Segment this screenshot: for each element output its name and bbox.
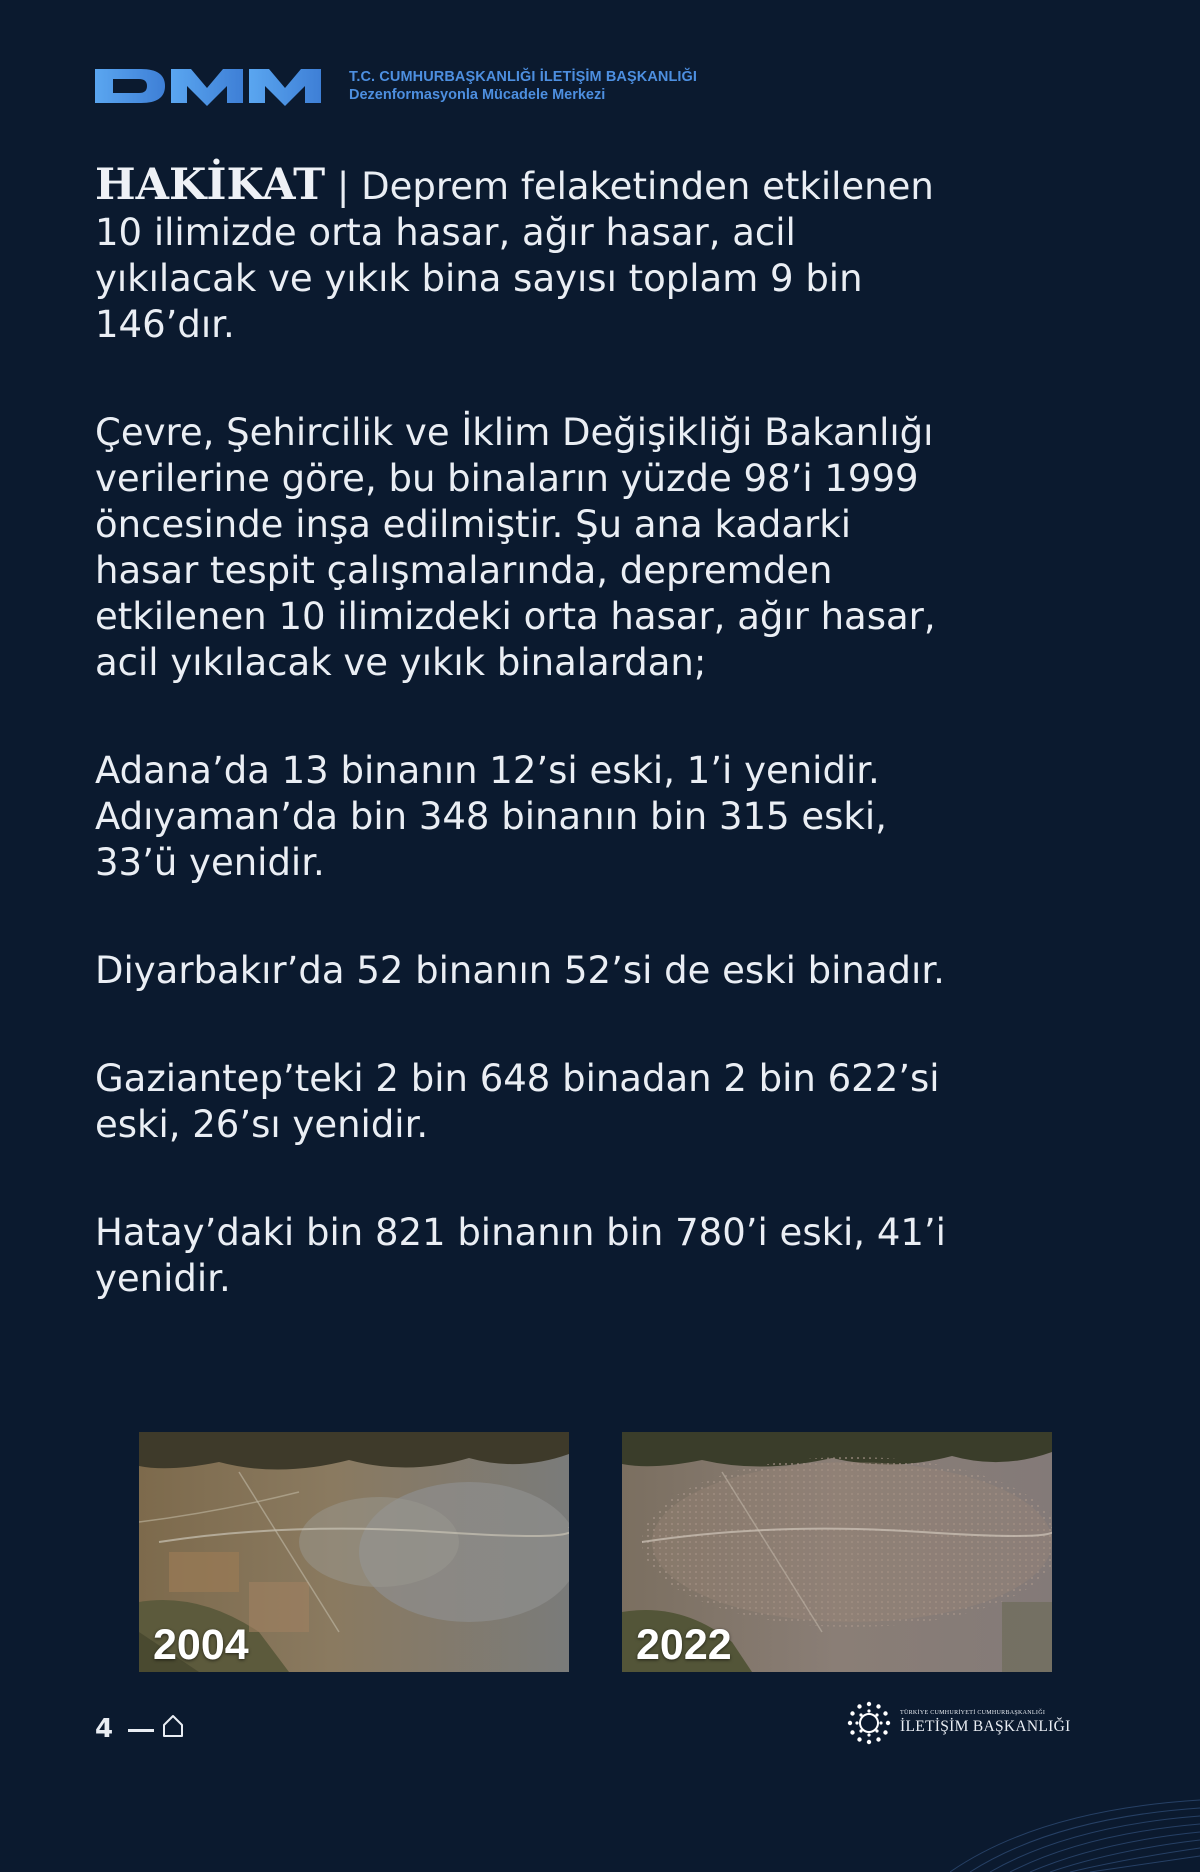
paragraph-hatay: Hatay’daki bin 821 binanın bin 780’i eski, 41’i yenidir.	[95, 1211, 946, 1300]
hakikat-label: HAKİKAT	[95, 160, 326, 210]
org-name	[349, 68, 697, 104]
separator: |	[325, 165, 362, 208]
year-label-2022: 2022	[636, 1621, 732, 1669]
dmm-logo	[95, 66, 341, 106]
iletisim-small-text: TÜRKİYE CUMHURİYETİ CUMHURBAŞKANLIĞI	[900, 1710, 1046, 1716]
paragraph-diyarbakir: Diyarbakır’da 52 binanın 52’si de eski binadır.	[95, 949, 945, 992]
satellite-image-2004	[139, 1432, 569, 1672]
org-line-1: T.C. CUMHURBAŞKANLIĞI İLETİŞİM BAŞKANLIĞI	[349, 69, 698, 85]
lead-text: Deprem felaketinden etkilenen 10 ilimizde orta hasar, ağır hasar, acil yıkılacak ve yıkık bina sayısı toplam 9 bin 146’dır.	[95, 165, 934, 346]
page-number-dash	[128, 1729, 154, 1732]
page-number: 4	[95, 1714, 114, 1744]
org-line-2: Dezenformasyonla Mücadele Merkezi	[349, 87, 606, 103]
paragraph-adana-adiyaman: Adana’da 13 binanın 12’si eski, 1’i yenidir. Adıyaman’da bin 348 binanın bin 315 eski, 33’ü yenidir.	[95, 749, 887, 884]
iletisim-big-text: İLETİŞİM BAŞKANLIĞI	[900, 1718, 1071, 1735]
header	[95, 66, 697, 106]
lead-paragraph	[95, 162, 955, 348]
iletisim-logo	[846, 1700, 1071, 1746]
year-label-2004: 2004	[153, 1621, 249, 1669]
star-emblem-icon	[846, 1700, 892, 1746]
home-icon[interactable]	[162, 1714, 184, 1738]
paragraph-gaziantep: Gaziantep’teki 2 bin 648 binadan 2 bin 622’si eski, 26’sı yenidir.	[95, 1057, 940, 1146]
decorative-waves	[950, 1780, 1200, 1872]
main-content	[95, 162, 955, 1364]
iletisim-text	[900, 1710, 1071, 1736]
satellite-image-2022	[622, 1432, 1052, 1672]
paragraph-ministry: Çevre, Şehircilik ve İklim Değişikliği Bakanlığı verilerine göre, bu binaların yüzde 98’i 1999 öncesinde inşa edilmiştir. Şu ana kadarki hasar tespit çalışmalarında, depremden etkilenen 10 ilimizdeki orta hasar, ağır hasar, acil yıkılacak ve yıkık binalardan;	[95, 411, 936, 684]
